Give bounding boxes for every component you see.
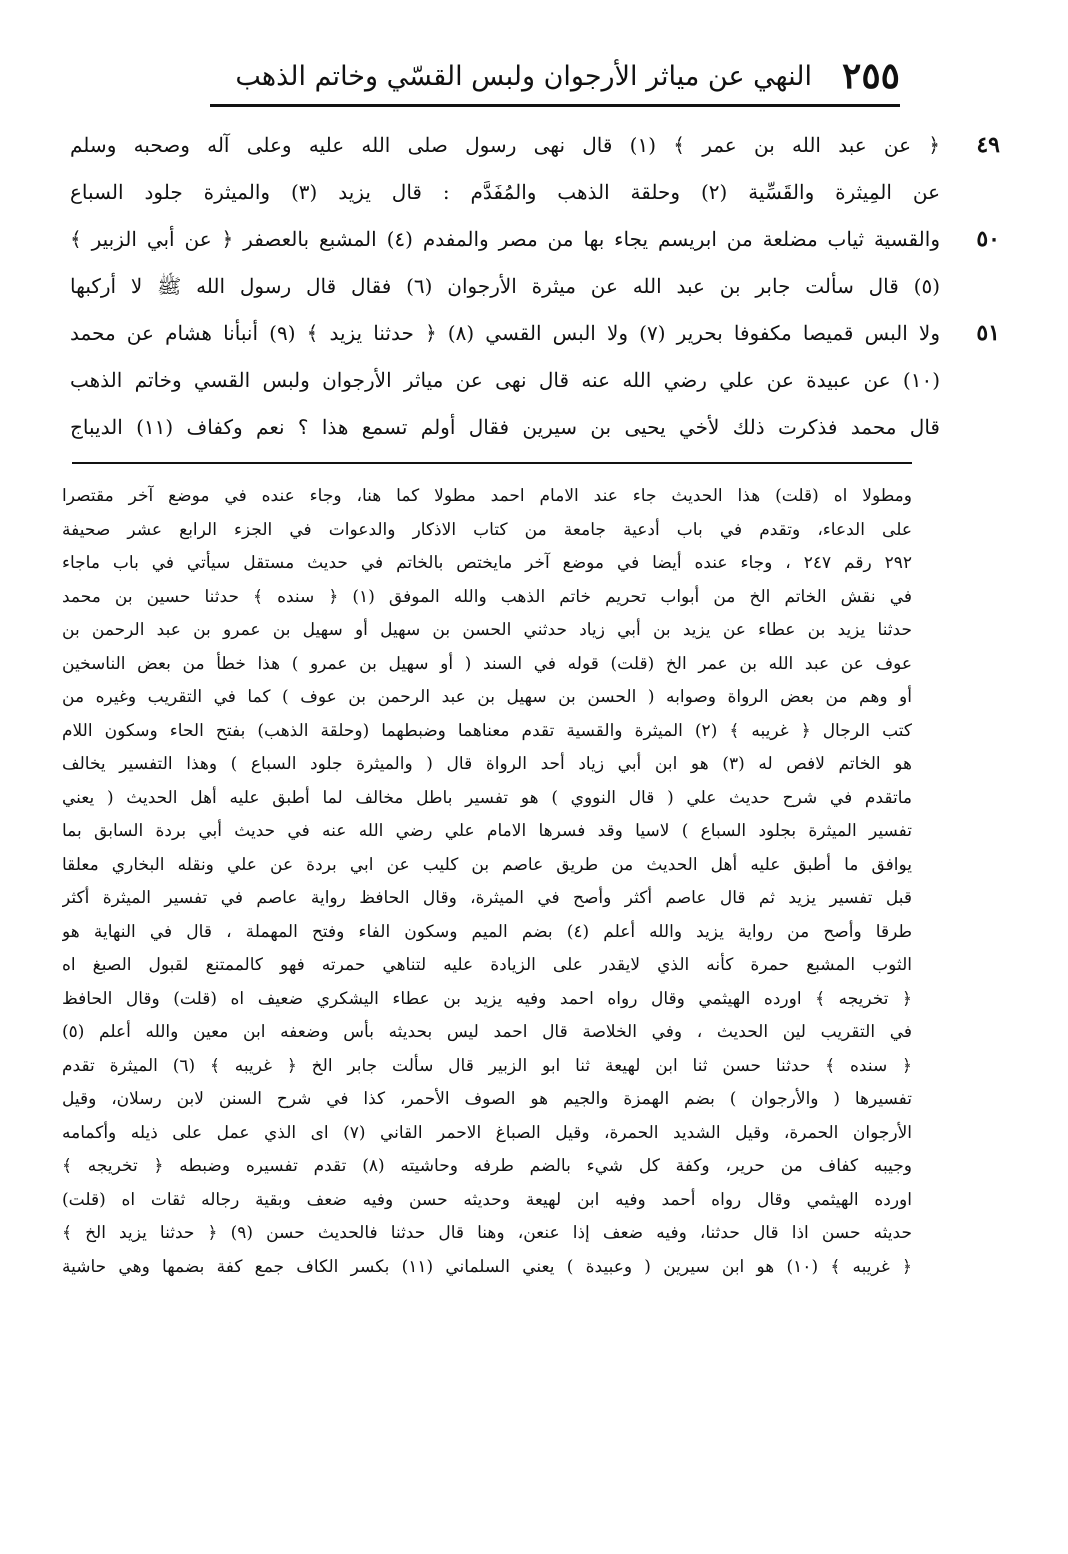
footnote-line: وجيبه كفاف من حرير، وكفة كل شيء بالضم طرفه وحاشيته (٨) تقدم تفسيره وضبطه ﴿ تخريجه ﴾	[62, 1156, 912, 1176]
main-line	[60, 122, 1000, 169]
footnote-line: حدثنا يزيد بن عطاء عن يزيد بن أبي زياد حدثني الحسن بن سهيل أو سهيل بن عمرو بن عبد الرحمن بن	[62, 620, 912, 640]
footnote-line: اورده الهيثمي وقال رواه أحمد وفيه ابن لهيعة وحديثه حسن وفيه ضعف وبقية رجاله ثقات اه (قلت)	[62, 1189, 912, 1210]
footnote-line: تفسير الميثرة بجلود السباع ) لاسيا وقد فسرها الامام علي رضي الله عنه في حديث أبي بردة السابق بما	[62, 821, 912, 841]
footnote-line: هو الخاتم لافص له (٣) هو ابن أبي زياد أحد الرواة قال ( والميثرة جلود السباع ) وهذا التفسير يخالف	[62, 754, 912, 774]
running-header	[200, 50, 900, 102]
footnote-line: عوف عن عبد الله بن عمر الخ (قلت) قوله في السند ( أو سهيل بن عمرو ) هذا خطأ من بعض الناسخين	[62, 653, 912, 674]
footnote-line: ماتقدم في شرح حديث علي ( قال النووي ) هو تفسير باطل مخالف لما أطبق عليه أهل الحديث ( يعني	[62, 787, 912, 808]
footnote-line: يوافق ما أطبق عليه أهل الحديث من طريق عاصم بن كليب عن ابي بردة عن علي ونقله البخاري معلقا	[62, 854, 912, 875]
main-line-text: (٥) قال سألت جابر بن عبد الله عن ميثرة الأرجوان (٦) فقال قال رسول الله ﷺ لا أركبها	[70, 274, 940, 298]
footnote-line: أو وهم من بعض الرواة وصوابه ( الحسن بن سهيل بن عبد الرحمن بن عوف ) كما في التقريب وغيره من	[62, 687, 912, 707]
header-rule	[210, 104, 900, 107]
main-line	[60, 169, 1000, 216]
main-line	[60, 216, 1000, 263]
footnote-line: الثوب المشبع حمرة كأنه الذي لايقدر على الزيادة عليه لتناهي حمرته فهو كالممتنع لقبول الصبغ اه	[62, 955, 912, 975]
footnote-line: الأرجوان الحمرة، وقيل الشديد الحمرة، وقيل الصباغ الاحمر القاني (٧) اى الذي عمل على ذيله وأكمامه	[62, 1122, 912, 1143]
footnote-line: ﴿ سنده ﴾ حدثنا حسن ثنا ابن لهيعة ثنا ابو الزبير قال سألت جابر الخ ﴿ غريبه ﴾ (٦) الميثرة تقدم	[62, 1055, 912, 1076]
footnote-line: ٢٩٢ رقم ٢٤٧ ، وجاء عنده أيضا في موضع آخر مايختص بالخاتم في حديث مستقل سيأتي في باب ماجاء	[62, 553, 912, 573]
footnote-line: على الدعاء، وتقدم في باب أدعية جامعة من كتاب الاذكار والدعوات في الجزء الرابع عشر صحيفة	[62, 519, 912, 540]
footnote-line: طرقا وأصح من رواية يزيد والله أعلم (٤) بضم الميم وسكون الفاء وفتح المهملة ، قال في النهاية هو	[62, 921, 912, 942]
page-number: ٢٥٥	[841, 55, 900, 97]
main-line	[60, 310, 1000, 357]
hadith-number: ٥١	[976, 320, 1000, 346]
main-line-text: (١٠) عن عبيدة عن علي رضي الله عنه قال نهى عن مياثر الأرجوان ولبس القسي وخاتم الذهب	[70, 368, 940, 392]
footnote-rule	[72, 462, 912, 464]
footnote-line: كتب الرجال ﴿ غريبه ﴾ (٢) الميثرة والقسية تقدم معناهما وضبطهما (وحلقة الذهب) بفتح الحاء وسكون اللام	[62, 720, 912, 741]
main-line-text: ﴿ عن عبد الله بن عمر ﴾ (١) قال نهى رسول صلى الله عليه وعلى آله وصحبه وسلم	[70, 133, 940, 157]
footnote-line: ﴿ تخريجه ﴾ اورده الهيثمي وقال رواه احمد وفيه يزيد بن عطاء اليشكري ضعيف اه (قلت) وقال الحافظ	[62, 988, 912, 1009]
footnote-line: ومطولا اه (قلت) هذا الحديث جاء عند الامام احمد مطولا كما هنا، وجاء عنده في موضع آخر مقتصرا	[62, 486, 912, 506]
main-line	[60, 263, 1000, 310]
main-line-text: ولا البس قميصا مكفوفا بحرير (٧) ولا البس القسي (٨) ﴿ حدثنا يزيد ﴾ (٩) أنبأنا هشام عن محمد	[70, 321, 940, 345]
main-line-text: والقسية ثياب مضلعة من ابريسم يجاء بها من مصر والمفدم (٤) المشبع بالعصفر ﴿ عن أبي الزبير ﴾	[70, 227, 940, 251]
footnote-line: في التقريب لين الحديث ، وفي الخلاصة قال احمد ليس بحديثه بأس وضعفه ابن معين والله أعلم (٥)	[62, 1022, 912, 1042]
footnote-line: في نقش الخاتم الخ من أبواب تحريم خاتم الذهب والله الموفق (١) ﴿ سنده ﴾ حدثنا حسين بن محمد	[62, 586, 912, 607]
main-text	[60, 122, 1000, 451]
footnote-line: ﴿ غريبه ﴾ (١٠) هو ابن سيرين ( وعبيدة ) يعني السلماني (١١) بكسر الكاف جمع كفة بضمها وهي حاشية	[62, 1256, 912, 1277]
footnote-line: تفسيرها ( والأرجوان ) بضم الهمزة والجيم هو الصوف الأحمر، كذا في شرح السنن لابن رسلان، وقيل	[62, 1089, 912, 1109]
footnote-line: حديثه حسن اذا قال حدثنا، وفيه ضعف إذا عنعن، وهنا قال حدثنا فالحديث حسن (٩) ﴿ حدثنا يزيد الخ ﴾	[62, 1223, 912, 1243]
hadith-number: ٤٩	[976, 132, 1000, 158]
footnote-line: قبل تفسير يزيد ثم قال عاصم أكثر وأصح في الميثرة، وقال الحافظ رواية عاصم في تفسير الميثرة أكثر	[62, 888, 912, 908]
main-line	[60, 357, 1000, 404]
footnotes	[62, 480, 912, 1284]
main-line-text: قال محمد فذكرت ذلك لأخي يحيى بن سيرين فقال أولم تسمع هذا ؟ نعم وكفاف (١١) الديباج	[70, 415, 940, 439]
main-line	[60, 404, 1000, 451]
hadith-number: ٥٠	[976, 226, 1000, 252]
main-line-text: عن المِيثرة والقَسِّية (٢) وحلقة الذهب والمُفَدَّم : قال يزيد (٣) والميثرة جلود السباع	[70, 180, 940, 204]
running-title: النهي عن مياثر الأرجوان ولبس القسّي وخاتم الذهب	[235, 60, 812, 92]
